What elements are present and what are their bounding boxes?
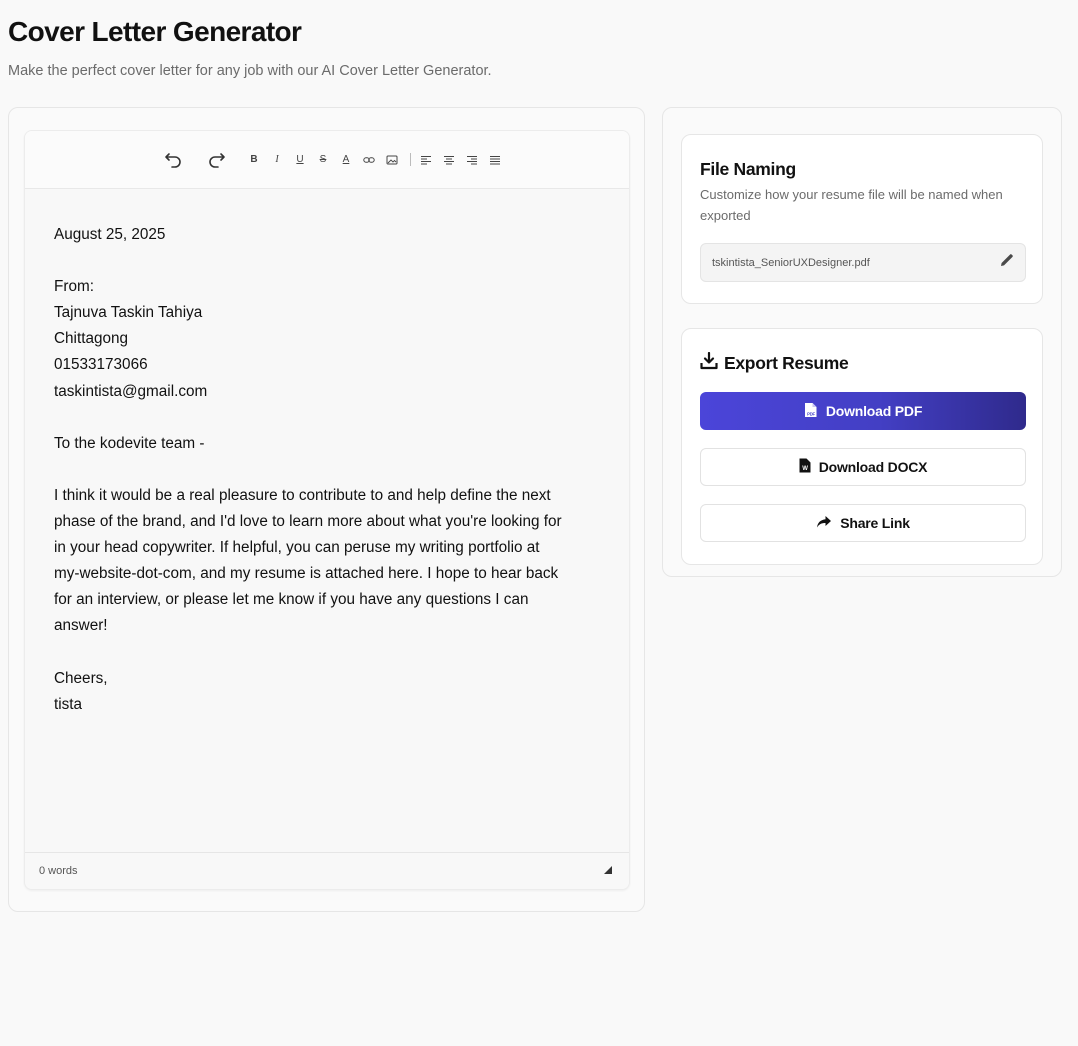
underline-button[interactable] (291, 151, 309, 169)
letter-sender-name: Tajnuva Taskin Tahiya (54, 304, 203, 322)
word-count: 0 words (39, 865, 78, 877)
align-center-icon (443, 154, 455, 166)
underline-icon: U (296, 154, 304, 165)
download-docx-label: Download DOCX (818, 459, 928, 475)
letter-body-line: my-website-dot-com, and my resume is attached here. I hope to hear back (54, 565, 559, 583)
share-icon (816, 515, 832, 532)
download-pdf-label: Download PDF (825, 403, 923, 419)
filename-value: tskintista_SeniorUXDesigner.pdf (712, 256, 870, 269)
text-color-icon: A (342, 154, 350, 165)
letter-body-line: answer! (54, 617, 108, 635)
pencil-icon[interactable] (999, 252, 1015, 273)
export-title: Export Resume (724, 353, 849, 373)
link-icon (363, 154, 375, 166)
download-docx-button[interactable] (700, 448, 1026, 486)
letter-body-line: I think it would be a real pleasure to contribute to and help define the next (54, 486, 551, 504)
text-color-button[interactable] (337, 151, 355, 169)
file-naming-card (681, 134, 1043, 304)
editor-content-area[interactable] (25, 189, 629, 853)
letter-body-line: phase of the brand, and I'd love to learn more about what you're looking for (54, 513, 562, 531)
rich-text-editor (24, 130, 630, 890)
align-right-button[interactable] (463, 151, 481, 169)
strikethrough-button[interactable] (314, 151, 332, 169)
export-title-row (700, 352, 848, 375)
align-right-icon (466, 154, 478, 166)
letter-from-label: From: (54, 278, 94, 296)
word-file-icon (799, 458, 811, 476)
toolbar-divider (410, 153, 411, 166)
align-left-button[interactable] (417, 151, 435, 169)
side-panel (662, 107, 1062, 577)
justify-icon (489, 154, 501, 166)
redo-icon[interactable] (203, 147, 229, 173)
strikethrough-icon: S (319, 154, 327, 165)
letter-sender-email: taskintista@gmail.com (54, 382, 208, 400)
italic-button[interactable] (268, 151, 286, 169)
align-left-icon (420, 154, 432, 166)
editor-panel (8, 107, 645, 912)
letter-body-line: in your head copywriter. If helpful, you can peruse my writing portfolio at (54, 539, 540, 557)
align-center-button[interactable] (440, 151, 458, 169)
export-card (681, 328, 1043, 565)
letter-sender-phone: 01533173066 (54, 356, 148, 374)
download-pdf-button[interactable] (700, 392, 1026, 430)
letter-closing: Cheers, (54, 669, 108, 687)
letter-greeting: To the kodevite team - (54, 434, 205, 452)
justify-button[interactable] (486, 151, 504, 169)
editor-toolbar (25, 131, 629, 189)
pdf-file-icon (804, 402, 818, 421)
download-icon (700, 352, 718, 375)
resize-handle-icon[interactable] (603, 862, 613, 880)
letter-sender-city: Chittagong (54, 330, 128, 348)
image-icon (386, 154, 398, 166)
share-link-button[interactable] (700, 504, 1026, 542)
editor-status-bar (25, 852, 629, 889)
bold-icon: B (250, 154, 258, 165)
bold-button[interactable] (245, 151, 263, 169)
file-naming-description: Customize how your resume file will be named when exported (700, 187, 1003, 223)
letter-body-line: for an interview, or please let me know if you have any questions I can (54, 591, 529, 609)
svg-text:W: W (801, 466, 808, 472)
share-link-label: Share Link (840, 515, 910, 531)
page-title: Cover Letter Generator (8, 16, 302, 47)
link-button[interactable] (360, 151, 378, 169)
filename-field[interactable] (700, 243, 1026, 282)
italic-icon: I (275, 154, 279, 165)
letter-signature: tista (54, 695, 83, 713)
image-button[interactable] (383, 151, 401, 169)
page-subtitle: Make the perfect cover letter for any job with our AI Cover Letter Generator. (8, 63, 492, 79)
undo-icon[interactable] (161, 147, 187, 173)
svg-text:PDF: PDF (806, 411, 815, 416)
file-naming-title: File Naming (700, 159, 796, 179)
letter-date: August 25, 2025 (54, 226, 166, 243)
